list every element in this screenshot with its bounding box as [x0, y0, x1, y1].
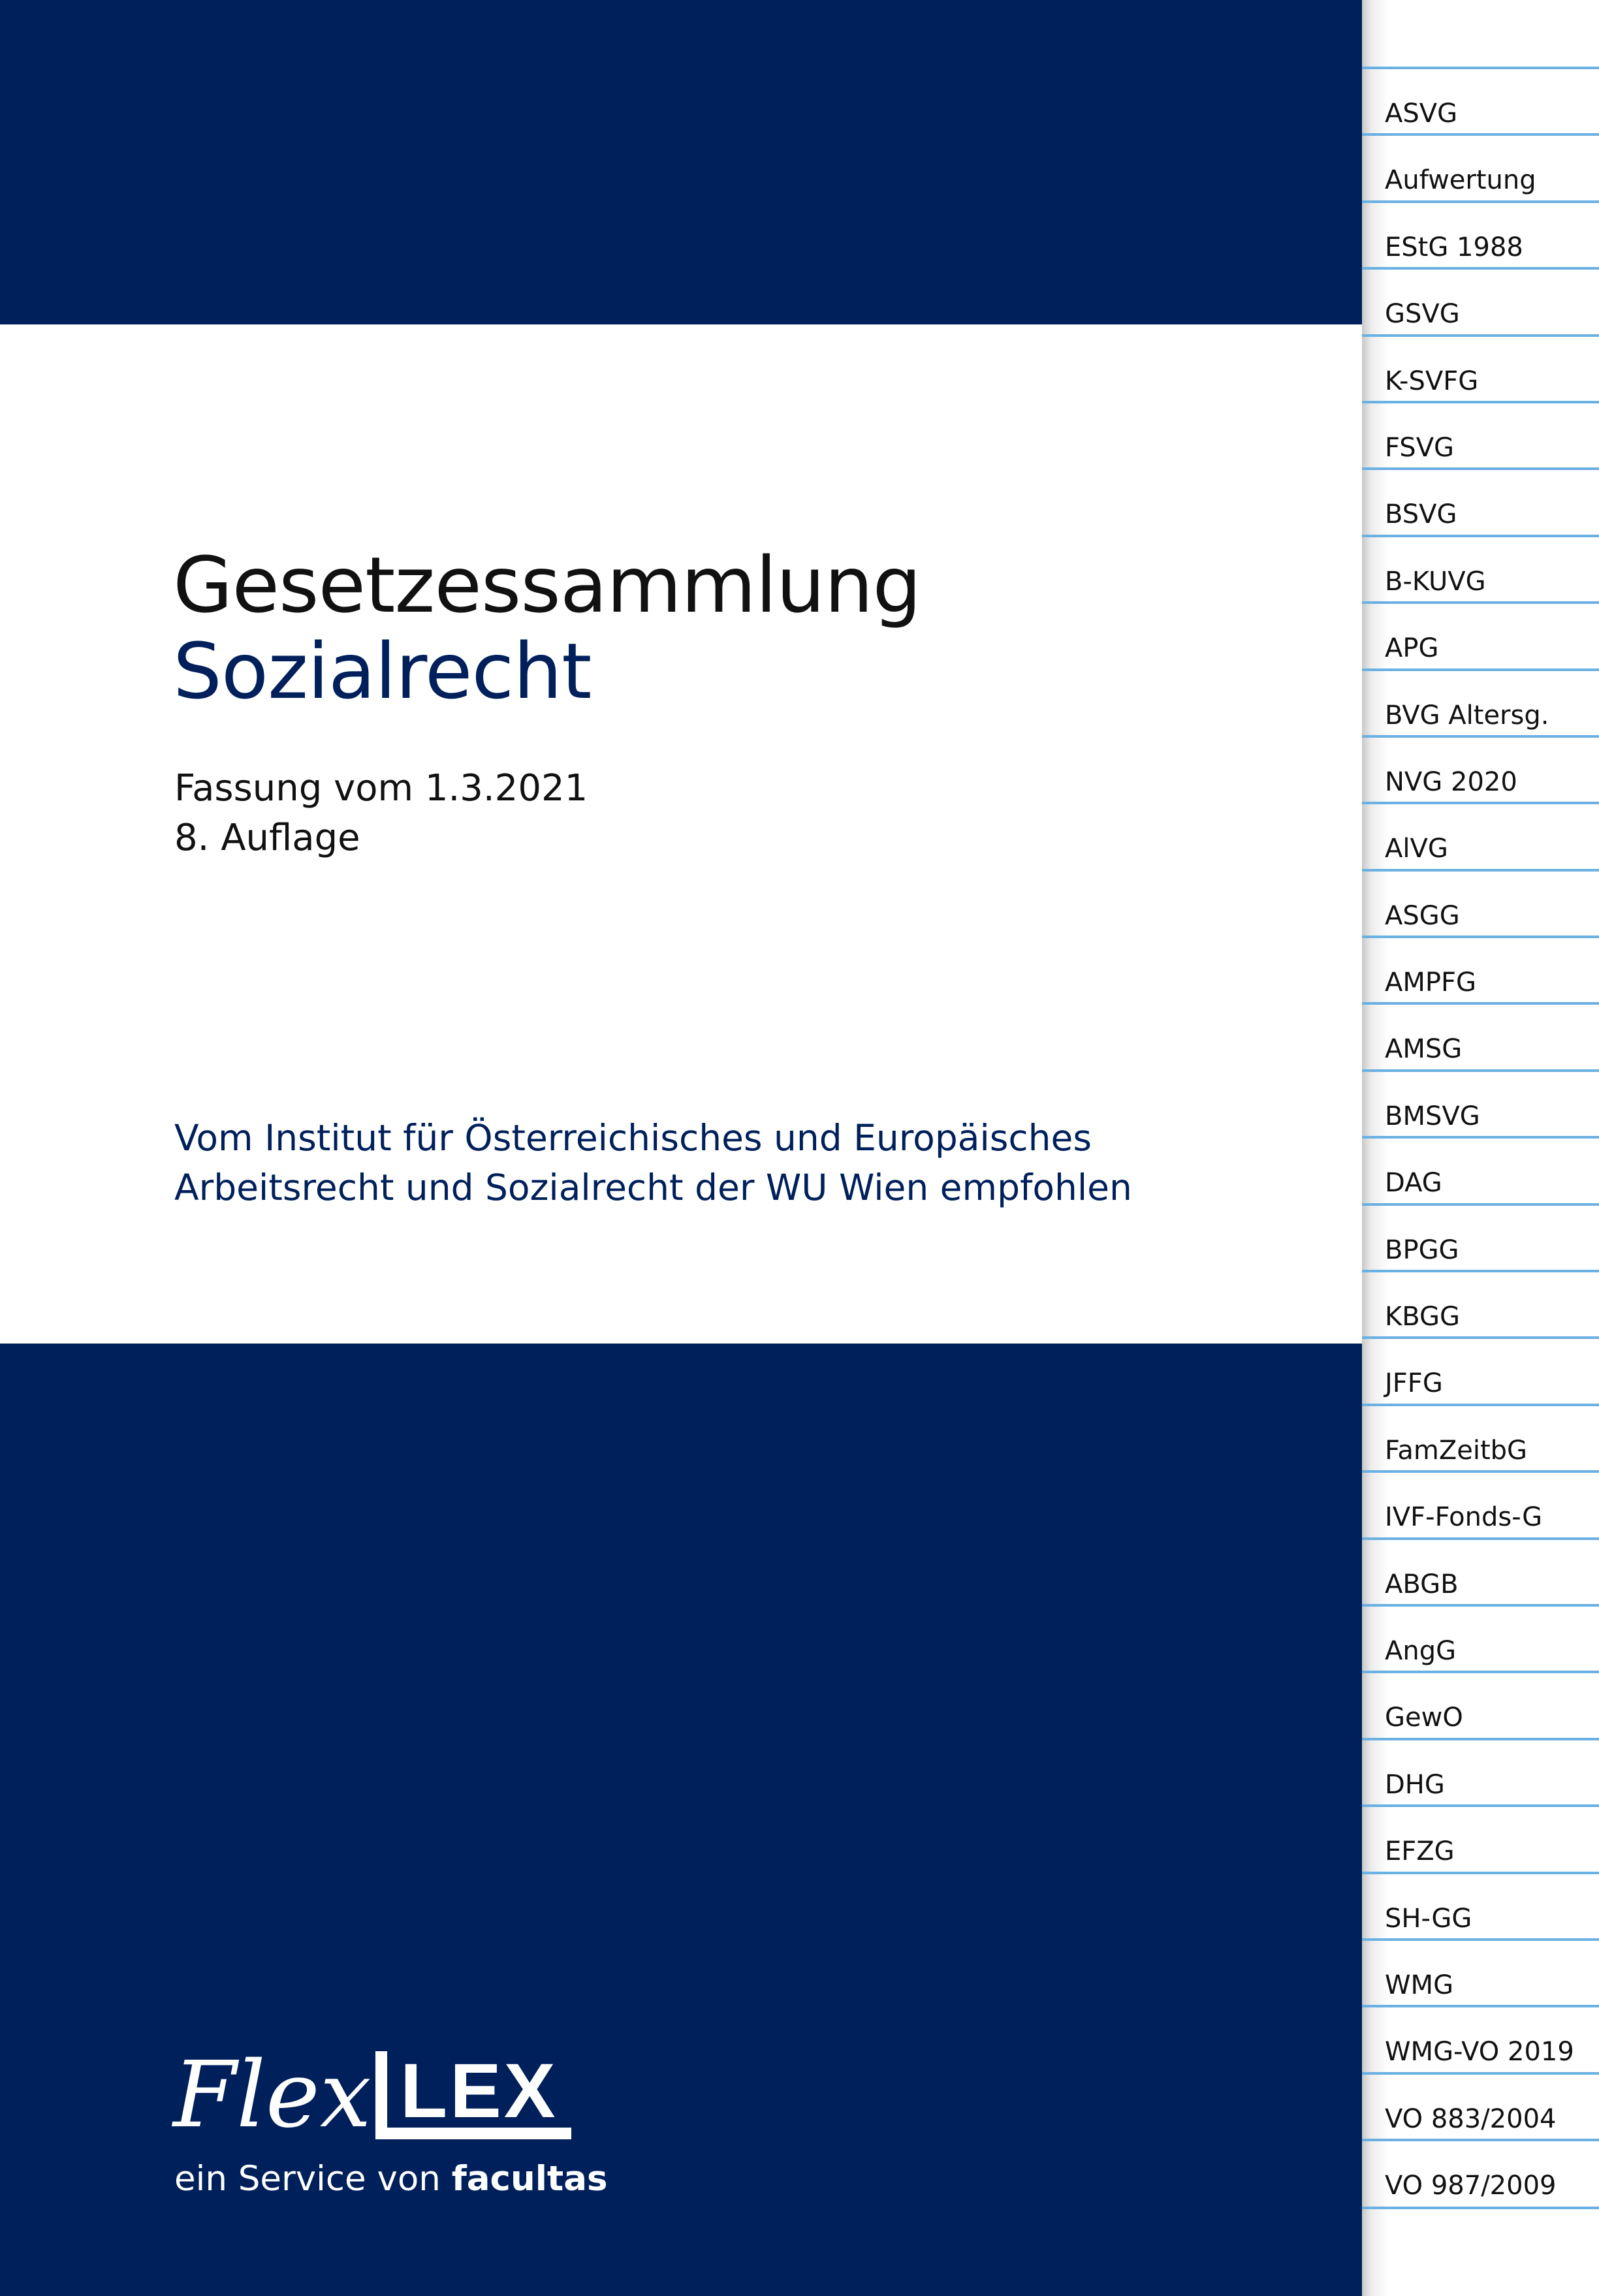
register-tab-label: FamZeitbG: [1385, 1435, 1528, 1466]
flexlex-logo: [173, 2042, 608, 2207]
register-tab-strip: [1362, 0, 1599, 2296]
logo-flex-word: Flex: [173, 2042, 372, 2148]
register-tab-label: ASGG: [1385, 900, 1460, 931]
register-tab-label: BMSVG: [1385, 1101, 1480, 1131]
register-tab-label: Aufwertung: [1385, 165, 1536, 196]
register-tab[interactable]: [1362, 2072, 1599, 2139]
logo-tagline-brand: facultas: [451, 2159, 608, 2199]
recommendation-line-1: Vom Institut für Österreichisches und Europäisches: [174, 1117, 1092, 1159]
register-tab[interactable]: [1362, 668, 1599, 735]
logo-tagline-prefix: ein Service von: [174, 2159, 452, 2199]
register-tab-label: AlVG: [1385, 834, 1448, 864]
register-tab-label: AMSG: [1385, 1034, 1463, 1065]
register-tab[interactable]: [1362, 535, 1599, 601]
register-tab-label: K-SVFG: [1385, 366, 1479, 396]
edition-date: Fassung vom 1.3.2021: [174, 767, 588, 810]
register-tab[interactable]: [1362, 2139, 1599, 2205]
register-tab-label: WMG: [1385, 1970, 1454, 2000]
register-tab[interactable]: [1362, 735, 1599, 802]
register-tab[interactable]: [1362, 200, 1599, 267]
register-tab-label: NVG 2020: [1385, 766, 1517, 797]
register-tab-label: B-KUVG: [1385, 566, 1486, 597]
register-tab-label: GSVG: [1385, 299, 1460, 330]
register-tab[interactable]: [1362, 1470, 1599, 1537]
register-tab[interactable]: [1362, 1604, 1599, 1671]
register-tab[interactable]: [1362, 1872, 1599, 1938]
register-tab-label: BPGG: [1385, 1234, 1459, 1265]
register-tab[interactable]: [1362, 334, 1599, 401]
register-tab[interactable]: [1362, 133, 1599, 200]
register-tab[interactable]: [1362, 802, 1599, 868]
register-tab-label: BVG Altersg.: [1385, 700, 1549, 731]
register-tab[interactable]: [1362, 1404, 1599, 1470]
register-tab-label: IVF-Fonds-G: [1385, 1502, 1543, 1533]
register-tab-label: FSVG: [1385, 432, 1455, 463]
register-tab[interactable]: [1362, 869, 1599, 936]
cover-subtitle: Sozialrecht: [173, 626, 592, 716]
register-tab[interactable]: [1362, 1938, 1599, 2005]
edition-number: 8. Auflage: [174, 817, 360, 859]
register-tab-list: [1362, 67, 1599, 2206]
register-tab-label: DAG: [1385, 1168, 1442, 1199]
register-tab[interactable]: [1362, 1804, 1599, 1871]
register-tab-label: EStG 1988: [1385, 232, 1523, 262]
register-tab[interactable]: [1362, 67, 1599, 133]
title-block: [173, 542, 921, 714]
logo-tagline: [174, 2160, 608, 2199]
register-tab[interactable]: [1362, 1136, 1599, 1203]
logo-lex-word: [375, 2043, 571, 2148]
register-tab[interactable]: [1362, 2005, 1599, 2071]
cover-title: Gesetzessammlung: [173, 540, 921, 630]
edition-info: [174, 764, 588, 863]
register-tab-label: ABGB: [1385, 1569, 1459, 1599]
register-tab[interactable]: [1362, 467, 1599, 534]
top-navy-band: [0, 0, 1362, 324]
register-tab[interactable]: [1362, 1671, 1599, 1737]
register-tab-label: VO 883/2004: [1385, 2103, 1557, 2134]
register-tab[interactable]: [1362, 1738, 1599, 1804]
register-tab-label: AMPFG: [1385, 967, 1476, 998]
register-tab-label: GewO: [1385, 1703, 1463, 1733]
recommendation-text: [174, 1113, 1132, 1212]
register-tab-label: BSVG: [1385, 499, 1457, 530]
register-tab[interactable]: [1362, 1336, 1599, 1403]
tab-strip-end-divider: [1362, 2207, 1599, 2209]
register-tab-label: KBGG: [1385, 1302, 1460, 1332]
register-tab[interactable]: [1362, 1069, 1599, 1136]
register-tab[interactable]: [1362, 1270, 1599, 1336]
register-tab[interactable]: [1362, 1203, 1599, 1270]
register-tab-label: VO 987/2009: [1385, 2171, 1557, 2201]
register-tab[interactable]: [1362, 601, 1599, 668]
register-tab[interactable]: [1362, 1002, 1599, 1069]
logo-lex-text: LEX: [400, 2048, 558, 2134]
register-tab-label: AngG: [1385, 1635, 1457, 1666]
register-tab[interactable]: [1362, 401, 1599, 467]
recommendation-line-2: Arbeitsrecht und Sozialrecht der WU Wien empfohlen: [174, 1167, 1132, 1208]
register-tab-label: DHG: [1385, 1769, 1445, 1800]
register-tab-label: WMG-VO 2019: [1385, 2037, 1574, 2068]
register-tab-label: SH-GG: [1385, 1903, 1472, 1934]
register-tab-label: APG: [1385, 633, 1439, 664]
register-tab[interactable]: [1362, 936, 1599, 1002]
register-tab-label: JFFG: [1385, 1368, 1443, 1399]
register-tab-label: EFZG: [1385, 1836, 1455, 1867]
register-tab-label: ASVG: [1385, 99, 1458, 129]
register-tab[interactable]: [1362, 267, 1599, 334]
register-tab[interactable]: [1362, 1537, 1599, 1604]
